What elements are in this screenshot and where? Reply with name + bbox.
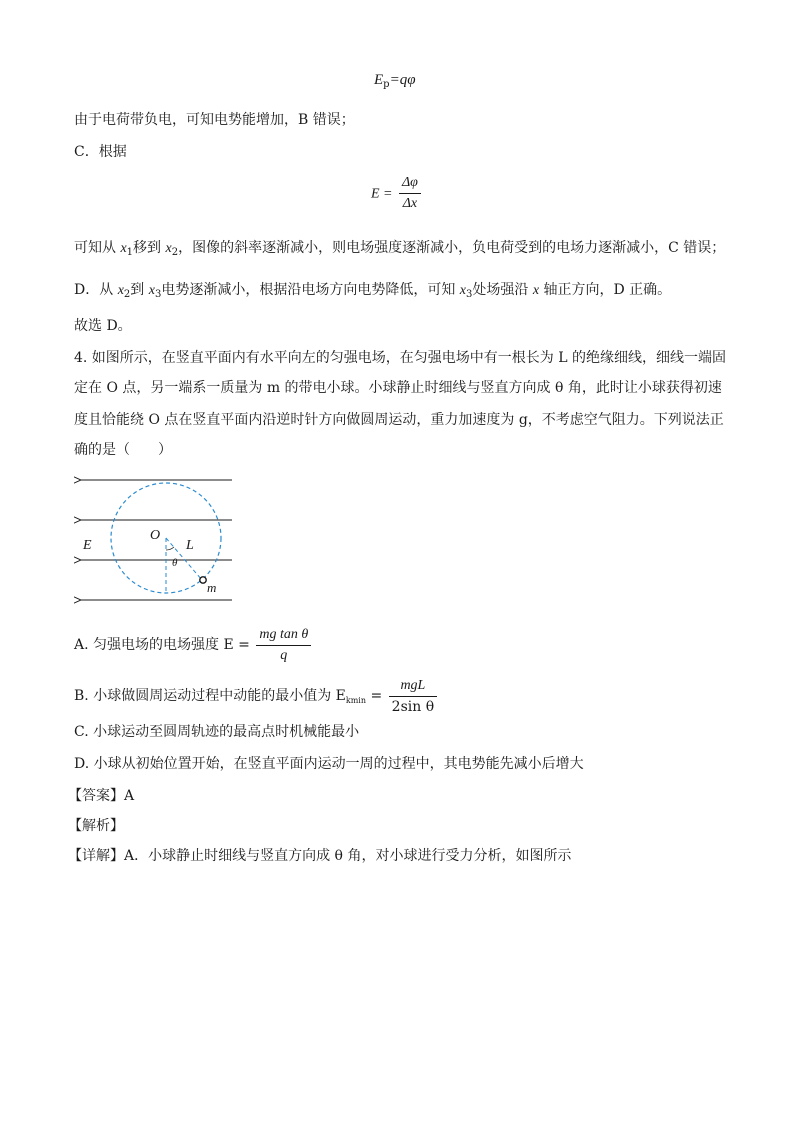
option-a-fraction: $\frac{\text{mg tan θ}}{q}$ — [256, 626, 311, 665]
angle-arc — [166, 547, 174, 550]
line-choose: 故选 D。 — [74, 318, 132, 334]
option-b: B. 小球做圆周运动过程中动能的最小值为 $E_{kmin}$ = $\frac{\text{mgL}}{\text{2sin θ}}$ — [74, 676, 439, 721]
field-diagram — [74, 470, 244, 610]
detail: 【详解】A．小球静止时细线与竖直方向成 θ 角，对小球进行受力分析，如图所示 — [68, 848, 572, 864]
analysis: 【解析】 — [68, 818, 124, 834]
answer: 【答案】A — [68, 788, 135, 804]
line-b: 由于电荷带负电，可知电势能增加，B 错误； — [74, 112, 355, 128]
label-m: m — [207, 580, 217, 595]
label-theta: θ — [172, 557, 178, 569]
label-L: L — [186, 538, 194, 553]
line-c: 可知从 $x_1$移到 $x_2$，图像的斜率逐渐减小，则电场强度逐渐减小，负电荷受到的电场力逐渐减小，C 错误； — [74, 240, 726, 258]
ball — [200, 577, 206, 583]
line-c-head: C．根据 — [74, 144, 127, 160]
line-d: D．从 $x_2$到 $x_3$电势逐渐减小，根据沿电场方向电势降低，可知 $x_3$处场强沿 x 轴正方向，D 正确。 — [74, 282, 672, 300]
option-a: A. 匀强电场的电场强度 E = $\frac{\text{mg tan θ}}{q}$ — [74, 625, 313, 665]
label-O: O — [150, 528, 161, 543]
formula-ep: $E_p=q\varphi$ — [374, 72, 416, 90]
option-d: D. 小球从初始位置开始，在竖直平面内运动一周的过程中，其电势能先减小后增大 — [74, 756, 584, 772]
option-b-fraction: $\frac{\text{mgL}}{\text{2sin θ}}$ — [389, 677, 437, 716]
question-4-line-2: 定在 O 点，另一端系一质量为 m 的带电小球。小球静止时细线与竖直方向成 θ 角，此时让小球获得初速 — [74, 380, 722, 396]
question-4-line-1: 4. 如图所示，在竖直平面内有水平向左的匀强电场，在匀强电场中有一根长为 L 的绝缘细线，细线一端固 — [74, 350, 727, 366]
option-c: C. 小球运动至圆周轨迹的最高点时机械能最小 — [74, 724, 360, 740]
label-E: E — [83, 538, 92, 553]
formula-e: E = $\frac{\Delta\varphi}{\Delta x}$ — [371, 174, 423, 213]
question-4-line-3: 度且恰能绕 O 点在竖直平面内沿逆时针方向做圆周运动，重力加速度为 g，不考虑空气阻力。下列说法正 — [74, 412, 724, 428]
fraction: $\frac{\Delta\varphi}{\Delta x}$ — [399, 174, 421, 213]
question-4-line-4: 确的是（ ） — [74, 442, 172, 458]
